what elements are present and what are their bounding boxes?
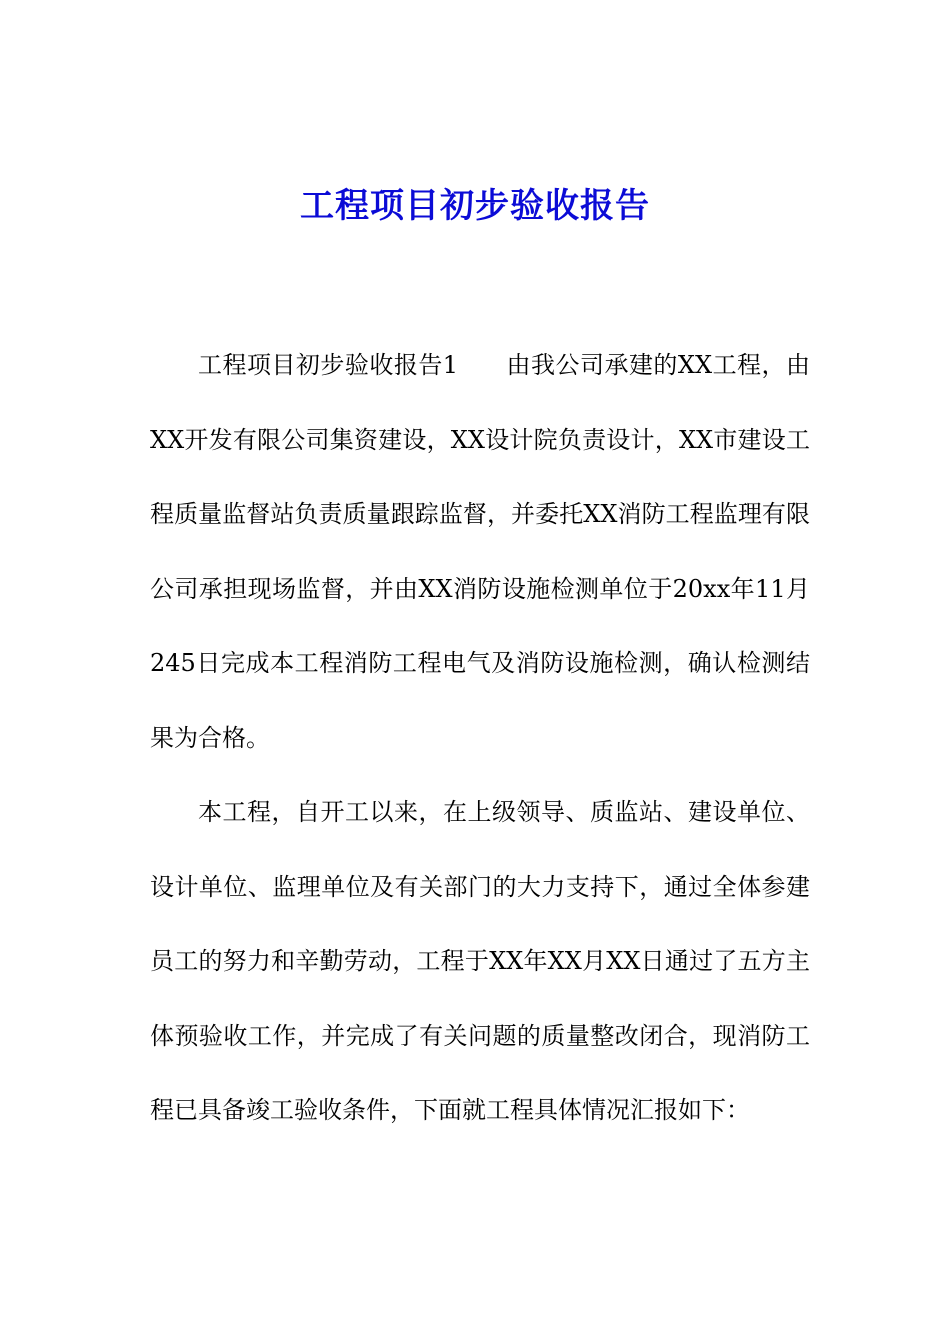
paragraph-1-lead: 工程项目初步验收报告1 — [198, 351, 459, 379]
paragraph-1 — [150, 328, 810, 775]
paragraph-1-text: 由我公司承建的XX工程，由XX开发有限公司集资建设，XX设计院负责设计，XX市建设工程质量监督站负责质量跟踪监督，并委托XX消防工程监理有限公司承担现场监督，并由XX消防设施检测单位于20xx年11月245日完成本工程消防工程电气及消防设施检测，确认检测结果为合格。 — [150, 351, 811, 752]
paragraph-2-text: 本工程，自开工以来，在上级领导、质监站、建设单位、设计单位、监理单位及有关部门的大力支持下，通过全体参建员工的努力和辛勤劳动，工程于XX年XX月XX日通过了五方主体预验收工作，并完成了有关问题的质量整改闭合，现消防工程已具备竣工验收条件，下面就工程具体情况汇报如下： — [150, 798, 810, 1124]
document-body — [150, 328, 810, 1148]
paragraph-2 — [150, 775, 810, 1148]
document-title: 工程项目初步验收报告 — [300, 186, 650, 226]
